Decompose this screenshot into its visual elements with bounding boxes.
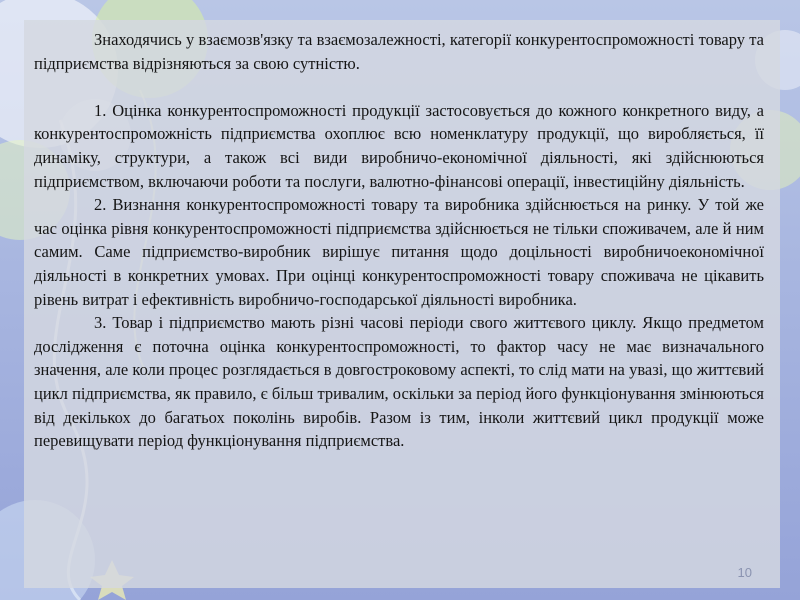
point-2-paragraph: 2. Визнання конкурентоспроможності товару та виробника здійснюється на ринку. У той же час оцінка рівня конкурентоспроможності підприємства здійснюється не тільки споживачем, але й ним самим. Саме підприємство-виробник вирішує питання щодо доцільності виробничоекономічної діяльності в конкретних умовах. При оцінці конкурентоспроможності товару споживача не цікавить рівень витрат і ефективність виробничо-господарської діяльності виробника. [34, 195, 764, 309]
intro-paragraph: Знаходячись у взаємозв'язку та взаємозалежності, категорії конкурентоспроможності товару та підприємства відрізняються за свою сутністю. [34, 30, 764, 73]
point-1-paragraph: 1. Оцінка конкурентоспроможності продукції застосовується до кожного конкретного виду, а конкурентоспроможність підприємства охоплює всю номенклатуру продукції, що виробляється, її динаміку, структури, а також всі види виробничо-економічної діяльності, які здійснюються підприємством, включаючи роботи та послуги, валютно-фінансові операції, інвестиційну діяльність. [34, 100, 764, 191]
slide-body-text [34, 28, 764, 453]
page-number: 10 [737, 565, 752, 580]
point-3-paragraph: 3. Товар і підприємство мають різні часові періоди свого життєвого циклу. Якщо предметом дослідження є поточна оцінка конкурентоспроможності, то фактор часу не має визначального значення, але коли процес розглядається в довгостроковому аспекті, то слід мати на увазі, що життєвий цикл підприємства, як правило, є більш тривалим, оскільки за період його функціонування змінюються від декількох до багатьох поколінь виробів. Разом із тим, інколи життєвий цикл продукції може перевищувати період функціонування підприємства. [34, 313, 764, 451]
